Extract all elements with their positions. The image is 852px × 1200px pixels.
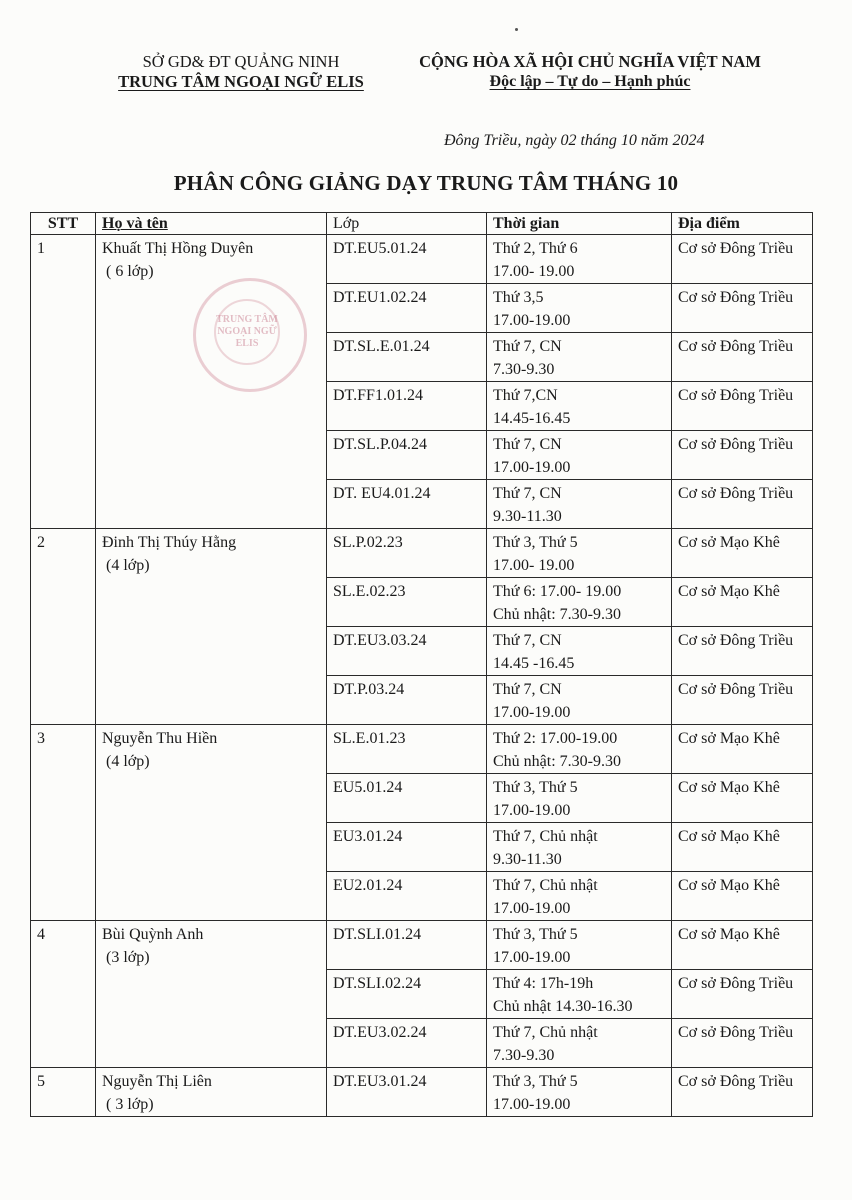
center-stamp (193, 278, 307, 392)
header-stt: STT (31, 213, 96, 235)
time-hours: 17.00-19.00 (493, 949, 571, 966)
class-time (487, 921, 672, 970)
time-hours: 17.00-19.00 (493, 312, 571, 329)
class-code: SL.E.02.23 (327, 578, 487, 627)
class-location: Cơ sở Đông Triều (672, 480, 813, 529)
teacher-cell (96, 1068, 327, 1117)
time-hours: 9.30-11.30 (493, 508, 562, 525)
time-days: Thứ 7, CN (493, 681, 562, 698)
class-time (487, 284, 672, 333)
class-time (487, 578, 672, 627)
header-left (96, 52, 386, 92)
time-hours: 17.00-19.00 (493, 704, 571, 721)
document-title: PHÂN CÔNG GIẢNG DẠY TRUNG TÂM THÁNG 10 (173, 171, 679, 195)
class-code: DT.SLI.01.24 (327, 921, 487, 970)
time-hours: 14.45 -16.45 (493, 655, 575, 672)
row-stt: 5 (31, 1068, 96, 1117)
class-location: Cơ sở Đông Triều (672, 382, 813, 431)
national-motto: Độc lập – Tự do – Hạnh phúc (489, 73, 691, 90)
time-days: Thứ 3, Thứ 5 (493, 779, 578, 796)
class-code: DT.EU1.02.24 (327, 284, 487, 333)
time-days: Thứ 3,5 (493, 289, 544, 306)
row-stt: 4 (31, 921, 96, 1068)
time-hours: Chủ nhật: 7.30-9.30 (493, 753, 621, 770)
class-time (487, 382, 672, 431)
class-time (487, 774, 672, 823)
class-code: DT.SLI.02.24 (327, 970, 487, 1019)
class-count: (3 lớp) (106, 949, 150, 966)
class-time (487, 823, 672, 872)
time-hours: Chủ nhật 14.30-16.30 (493, 998, 633, 1015)
assignment-table (30, 212, 813, 1117)
teacher-cell (96, 529, 327, 725)
class-code: DT.EU3.01.24 (327, 1068, 487, 1117)
class-location: Cơ sở Mạo Khê (672, 921, 813, 970)
class-time (487, 480, 672, 529)
time-days: Thứ 7, Chủ nhật (493, 828, 598, 845)
class-code: DT.EU3.02.24 (327, 1019, 487, 1068)
header-time: Thời gian (487, 213, 672, 235)
class-location: Cơ sở Đông Triều (672, 431, 813, 480)
class-time (487, 872, 672, 921)
time-hours: 9.30-11.30 (493, 851, 562, 868)
class-time (487, 725, 672, 774)
time-days: Thứ 2: 17.00-19.00 (493, 730, 618, 747)
table-row (31, 921, 813, 970)
teacher-name: Nguyễn Thu Hiền (102, 730, 218, 747)
teacher-name: Bùi Quỳnh Anh (102, 926, 204, 943)
time-hours: 14.45-16.45 (493, 410, 571, 427)
time-hours: 17.00-19.00 (493, 900, 571, 917)
time-hours: 17.00-19.00 (493, 459, 571, 476)
time-days: Thứ 4: 17h-19h (493, 975, 594, 992)
class-code: SL.E.01.23 (327, 725, 487, 774)
class-code: DT.SL.P.04.24 (327, 431, 487, 480)
stamp-inner (214, 299, 280, 365)
class-time (487, 529, 672, 578)
time-hours: 17.00-19.00 (493, 802, 571, 819)
class-code: DT. EU4.01.24 (327, 480, 487, 529)
teacher-name: Nguyễn Thị Liên (102, 1073, 212, 1090)
stamp-text-3: ELIS (235, 338, 259, 349)
date-place: Đông Triều, ngày 02 tháng 10 năm 2024 (444, 132, 705, 149)
class-location: Cơ sở Mạo Khê (672, 578, 813, 627)
time-days: Thứ 7, Chủ nhật (493, 877, 598, 894)
table-body (31, 235, 813, 1117)
time-hours: Chủ nhật: 7.30-9.30 (493, 606, 621, 623)
class-location: Cơ sở Mạo Khê (672, 823, 813, 872)
class-code: SL.P.02.23 (327, 529, 487, 578)
class-location: Cơ sở Mạo Khê (672, 872, 813, 921)
header-class: Lớp (327, 213, 487, 235)
stamp-text-1: TRUNG TÂM (216, 314, 278, 325)
table-header-row (31, 213, 813, 235)
class-code: EU5.01.24 (327, 774, 487, 823)
class-time (487, 1068, 672, 1117)
class-time (487, 627, 672, 676)
row-stt: 1 (31, 235, 96, 529)
time-hours: 17.00- 19.00 (493, 263, 575, 280)
class-time (487, 676, 672, 725)
national-title: CỘNG HÒA XÃ HỘI CHỦ NGHĨA VIỆT NAM (419, 52, 761, 71)
time-days: Thứ 7,CN (493, 387, 558, 404)
class-location: Cơ sở Đông Triều (672, 627, 813, 676)
class-time (487, 970, 672, 1019)
time-days: Thứ 7, CN (493, 485, 562, 502)
time-days: Thứ 3, Thứ 5 (493, 534, 578, 551)
class-location: Cơ sở Mạo Khê (672, 725, 813, 774)
class-code: DT.FF1.01.24 (327, 382, 487, 431)
class-location: Cơ sở Đông Triều (672, 284, 813, 333)
class-location: Cơ sở Đông Triều (672, 333, 813, 382)
time-days: Thứ 2, Thứ 6 (493, 240, 578, 257)
header-name: Họ và tên (96, 213, 327, 235)
class-code: DT.EU3.03.24 (327, 627, 487, 676)
teacher-cell (96, 725, 327, 921)
time-days: Thứ 6: 17.00- 19.00 (493, 583, 622, 600)
row-stt: 3 (31, 725, 96, 921)
department-name: SỞ GD& ĐT QUẢNG NINH (142, 52, 340, 71)
class-code: EU3.01.24 (327, 823, 487, 872)
class-count: (4 lớp) (106, 557, 150, 574)
class-location: Cơ sở Mạo Khê (672, 529, 813, 578)
class-code: DT.SL.E.01.24 (327, 333, 487, 382)
class-count: (4 lớp) (106, 753, 150, 770)
header-location: Địa điểm (672, 213, 813, 235)
time-days: Thứ 3, Thứ 5 (493, 926, 578, 943)
center-name: TRUNG TÂM NGOẠI NGỮ ELIS (118, 72, 364, 91)
class-time (487, 1019, 672, 1068)
time-hours: 17.00-19.00 (493, 1096, 571, 1113)
time-days: Thứ 7, CN (493, 338, 562, 355)
class-location: Cơ sở Đông Triều (672, 1068, 813, 1117)
class-code: DT.P.03.24 (327, 676, 487, 725)
time-days: Thứ 7, CN (493, 632, 562, 649)
teacher-cell (96, 921, 327, 1068)
table-row (31, 725, 813, 774)
class-time (487, 333, 672, 382)
time-days: Thứ 7, Chủ nhật (493, 1024, 598, 1041)
table-row (31, 529, 813, 578)
teacher-name: Đinh Thị Thúy Hằng (102, 534, 237, 551)
time-days: Thứ 7, CN (493, 436, 562, 453)
row-stt: 2 (31, 529, 96, 725)
table-row (31, 1068, 813, 1117)
header-right (398, 52, 782, 92)
class-location: Cơ sở Đông Triều (672, 1019, 813, 1068)
teacher-cell (96, 235, 327, 529)
class-location: Cơ sở Đông Triều (672, 235, 813, 284)
table-row (31, 235, 813, 284)
class-count: ( 3 lớp) (106, 1096, 154, 1113)
class-count: ( 6 lớp) (106, 263, 154, 280)
class-location: Cơ sở Đông Triều (672, 676, 813, 725)
time-hours: 17.00- 19.00 (493, 557, 575, 574)
time-hours: 7.30-9.30 (493, 1047, 555, 1064)
class-time (487, 431, 672, 480)
class-code: EU2.01.24 (327, 872, 487, 921)
class-location: Cơ sở Đông Triều (672, 970, 813, 1019)
class-time (487, 235, 672, 284)
time-hours: 7.30-9.30 (493, 361, 555, 378)
time-days: Thứ 3, Thứ 5 (493, 1073, 578, 1090)
class-code: DT.EU5.01.24 (327, 235, 487, 284)
stamp-text-2: NGOẠI NGỮ (217, 326, 277, 337)
teacher-name: Khuất Thị Hồng Duyên (102, 240, 254, 257)
class-location: Cơ sở Mạo Khê (672, 774, 813, 823)
scan-speck (515, 28, 518, 31)
